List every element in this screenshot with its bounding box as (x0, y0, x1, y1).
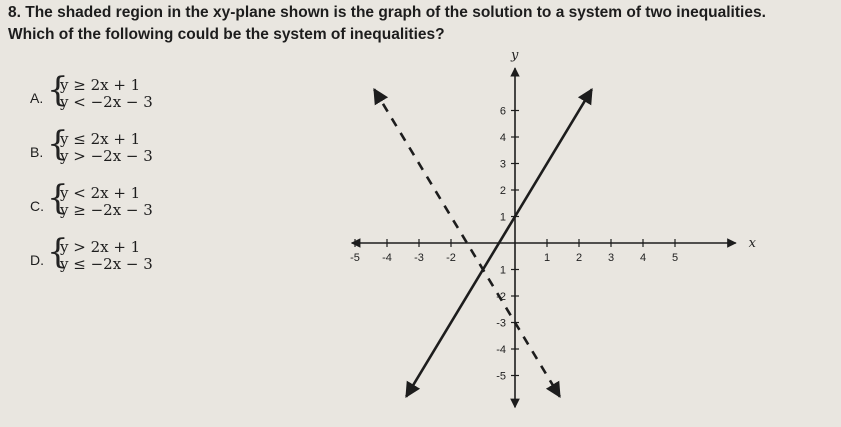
x-tick-label: 5 (671, 252, 679, 264)
choice-letter: B. (30, 144, 44, 160)
y-axis-label: y (511, 47, 519, 63)
y-tick-label: -4 (496, 344, 506, 356)
brace-icon: { (47, 70, 69, 110)
choice-inequality-1: y ≥ 2x + 1 (60, 76, 141, 94)
x-tick-label: 2 (575, 252, 583, 264)
choice-inequality-2: y ≤ −2x − 3 (60, 255, 153, 273)
y-tick-label: -5 (496, 370, 506, 383)
choice-inequality-1: y > 2x + 1 (60, 238, 141, 256)
x-tick-label: -2 (446, 252, 456, 264)
brace-icon: { (47, 178, 69, 218)
choice-inequality-1: y ≤ 2x + 1 (60, 130, 141, 148)
question-line-1: 8. The shaded region in the xy-plane shown is the graph of the solution to a system of two inequalities. (8, 4, 766, 21)
y-tick-label: 6 (499, 105, 506, 118)
y-tick-label: 1 (499, 264, 506, 277)
choice-letter: A. (30, 90, 44, 106)
x-tick-label: 1 (543, 252, 551, 264)
y-tick-label: 1 (499, 211, 506, 224)
question-line-2: Which of the following could be the system of inequalities? (8, 26, 445, 43)
choice-inequality-2: y ≥ −2x − 3 (60, 201, 153, 219)
x-tick-label: -4 (382, 252, 392, 264)
choice-inequality-2: y < −2x − 3 (60, 93, 153, 111)
brace-icon: { (47, 232, 69, 272)
x-tick-label: -5 (350, 252, 360, 264)
choice-letter: C. (30, 198, 44, 214)
x-axis-label: x (748, 236, 756, 251)
choice-inequality-1: y < 2x + 1 (60, 184, 141, 202)
y-tick-label: 2 (499, 185, 506, 197)
brace-icon: { (47, 124, 69, 164)
y-tick-label: -3 (496, 317, 506, 330)
choice-letter: D. (30, 252, 44, 268)
y-tick-label: -2 (496, 291, 506, 303)
x-tick-label: -3 (414, 252, 424, 264)
y-tick-label: 3 (499, 158, 506, 171)
y-tick-label: 4 (499, 132, 506, 144)
x-tick-label: 4 (639, 252, 647, 264)
choice-inequality-2: y > −2x − 3 (60, 147, 153, 165)
x-tick-label: 3 (607, 252, 615, 264)
